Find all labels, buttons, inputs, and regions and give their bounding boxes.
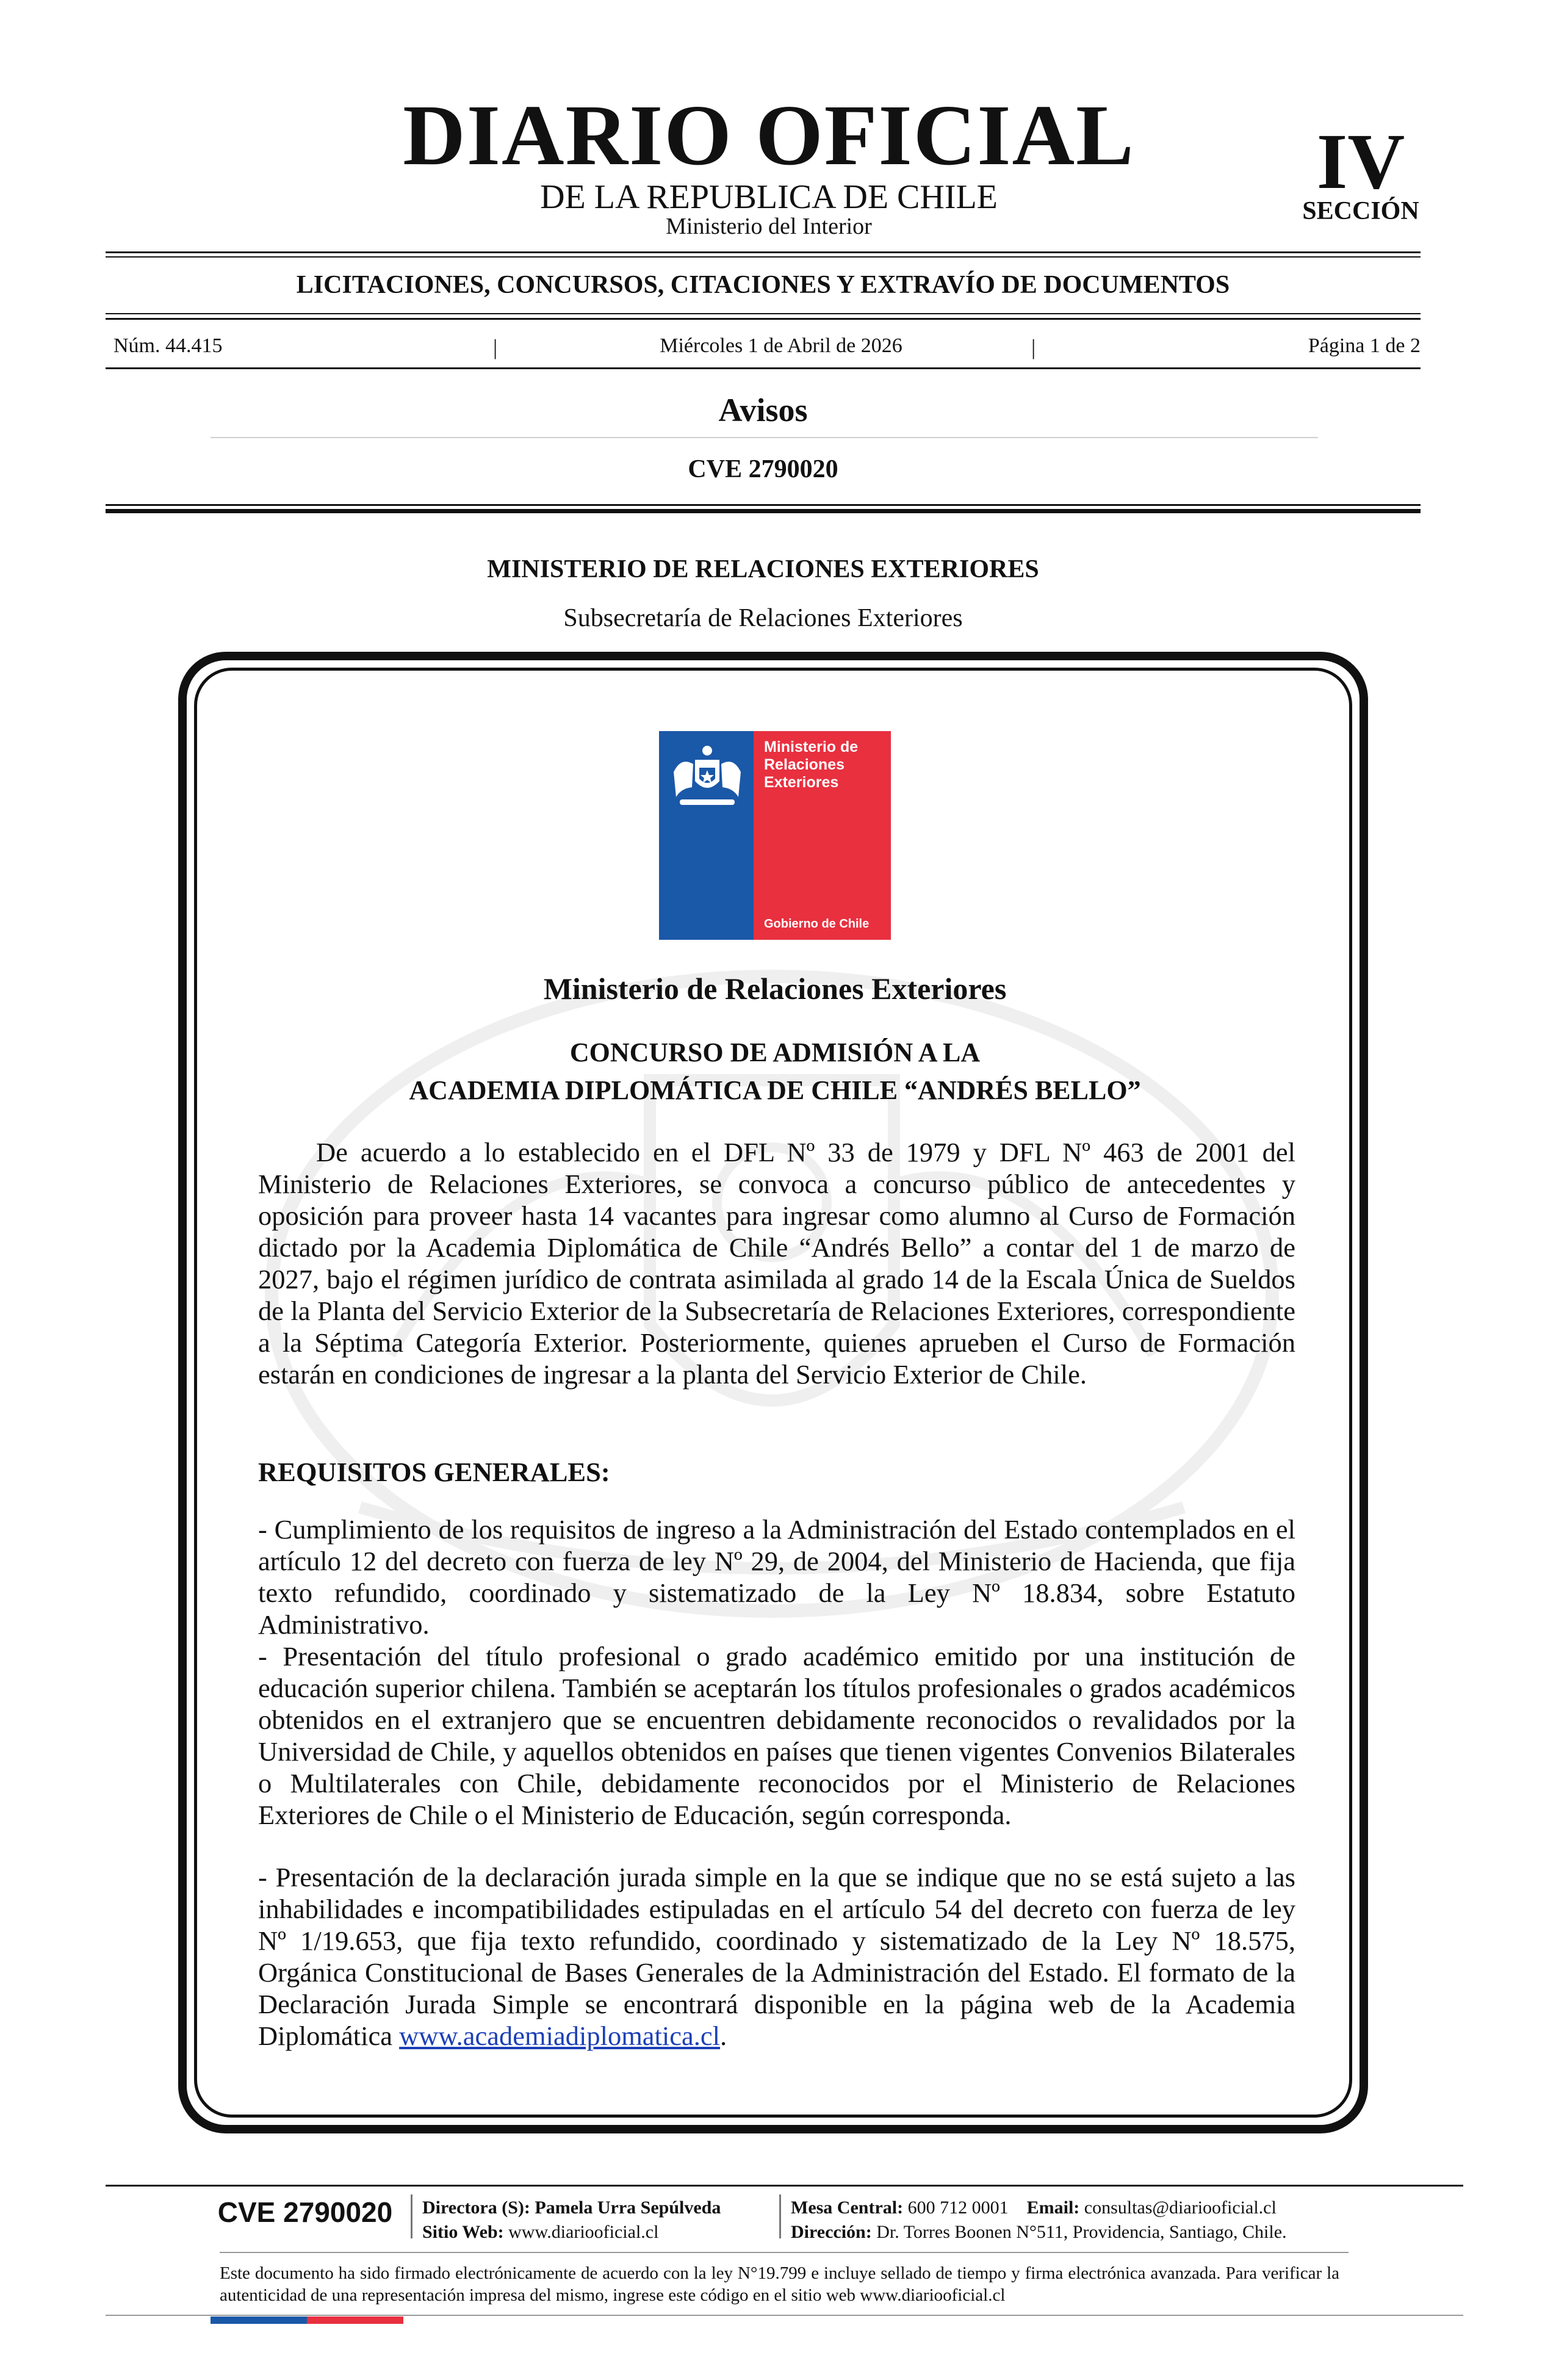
cve-rule-thick	[106, 509, 1421, 513]
issue-date: Miércoles 1 de Abril de 2026	[660, 334, 902, 357]
footer-web-label: Sitio Web:	[422, 2222, 504, 2242]
footer-phone-label: Mesa Central:	[791, 2198, 904, 2218]
footer-director-label: Directora (S):	[422, 2198, 530, 2218]
notice-body: De acuerdo a lo establecido en el DFL Nº 33 de 1979 y DFL Nº 463 de 2001 del Ministerio de Relaciones Exteriores, se convoca a concurso público de antecedentes y oposición para proveer hasta 14 vacantes para ingresar como alumno al Curso de Formación dictado por la Academia Diplomática de Chile “Andrés Bello” a contar del 1 de marzo de 2027, bajo el régimen jurídico de contrata asimilada al grado 14 de la Escala Única de Sueldos de la Planta del Servicio Exterior de la Subsecretaría de Relaciones Exteriores, correspondiente a la Séptima Categoría Exterior. Posteriormente, quienes aprueben el Curso de Formación estarán en condiciones de ingresar a la planta del Servicio Exterior de Chile.	[258, 1137, 1295, 1390]
ministry-header: MINISTERIO DE RELACIONES EXTERIORES	[487, 555, 1039, 583]
subsecretaria: Subsecretaría de Relaciones Exteriores	[563, 604, 963, 632]
page-indicator: Página 1 de 2	[1308, 334, 1421, 357]
footer-contact	[791, 2199, 1277, 2217]
issue-separator: |	[1031, 335, 1036, 359]
footer-phone: 600 712 0001	[907, 2198, 1009, 2218]
issue-separator: |	[493, 335, 498, 359]
avisos-divider	[211, 437, 1318, 438]
issue-number: Núm. 44.415	[113, 334, 223, 357]
cve-code: CVE 2790020	[688, 455, 838, 483]
category-rule-thick	[106, 318, 1421, 320]
footer-director	[422, 2199, 721, 2217]
footer-email-label: Email:	[1026, 2198, 1080, 2218]
footer-rule-bottom	[106, 2315, 1463, 2316]
footer-divider	[411, 2194, 412, 2238]
masthead-rule	[106, 251, 1421, 253]
footer-address-value: Dr. Torres Boonen N°511, Providencia, Santiago, Chile.	[876, 2222, 1287, 2242]
footer-legal-notice: Este documento ha sido firmado electrónicamente de acuerdo con la ley N°19.799 e incluye sellado de tiempo y firma electrónica avanzada. Para verificar la autenticidad de una representación impresa del mismo, ingrese este código en el sitio web www.diariooficial.cl	[220, 2263, 1339, 2305]
logo-text-line3: Exteriores	[764, 774, 839, 791]
footer-email[interactable]: consultas@diariooficial.cl	[1084, 2198, 1277, 2218]
section-label: SECCIÓN	[1302, 197, 1419, 225]
academia-website-link[interactable]: www.academiadiplomatica.cl	[399, 2021, 721, 2051]
footer-address	[791, 2223, 1287, 2241]
masthead-ministry: Ministerio del Interior	[666, 214, 872, 239]
cve-rule	[106, 504, 1421, 506]
coat-of-arms-icon	[668, 738, 747, 812]
footer-web-link[interactable]: www.diariooficial.cl	[508, 2222, 659, 2242]
section-title: Avisos	[718, 392, 808, 428]
footer-divider	[779, 2194, 781, 2238]
notice-title-line2: ACADEMIA DIPLOMÁTICA DE CHILE “ANDRÉS BELLO”	[409, 1075, 1141, 1105]
requirement-end: .	[720, 2021, 727, 2051]
footer-flag-blue	[211, 2317, 307, 2324]
logo-footer-text: Gobierno de Chile	[764, 917, 870, 931]
footer-flag-red	[307, 2317, 403, 2324]
info-rule	[106, 367, 1421, 369]
notice-ministry-title: Ministerio de Relaciones Exteriores	[543, 972, 1007, 1006]
footer-address-label: Dirección:	[791, 2222, 872, 2242]
logo-text-line2: Relaciones	[764, 756, 845, 773]
requirement-text: - Presentación de la declaración jurada simple en la que se indique que no se está sujeto a las inhabilidades e incompatibilidades estipuladas en el artículo 54 del decreto con fuerza de ley Nº 1/19.653, que fija texto refundido, coordinado y sistematizado de la Ley Nº 18.575, Orgánica Constitucional de Bases Generales de la Administración del Estado. El formato de la Declaración Jurada Simple se encontrará disponible en la página web de la Academia Diplomática	[258, 1862, 1295, 2051]
footer-cve-code: CVE 2790020	[217, 2196, 393, 2228]
requirement-item	[258, 1861, 1295, 2052]
category-rule	[106, 313, 1421, 314]
requirements-heading: REQUISITOS GENERALES:	[258, 1457, 610, 1487]
masthead-subtitle: DE LA REPUBLICA DE CHILE	[540, 178, 998, 216]
requirement-item: - Presentación del título profesional o grado académico emitido por una institución de educación superior chilena. También se aceptarán los títulos profesionales o grados académicos obtenidos en el extranjero que se encuentren debidamente reconocidos o revalidados por la Universidad de Chile, y aquellos obtenidos en países que tienen vigentes Convenios Bilaterales o Multilaterales con Chile, debidamente reconocidos por el Ministerio de Relaciones Exteriores de Chile o el Ministerio de Educación, según corresponda.	[258, 1641, 1295, 1830]
requirement-item: - Cumplimiento de los requisitos de ingreso a la Administración del Estado contemplados en el artículo 12 del decreto con fuerza de ley Nº 29, de 2004, del Ministerio de Hacienda, que fija texto refundido, coordinado y sistematizado de la Ley Nº 18.834, sobre Estatuto Administrativo.	[258, 1514, 1295, 1640]
logo-text-line1: Ministerio de	[764, 738, 859, 755]
ministry-logo	[659, 731, 891, 940]
footer-rule	[106, 2185, 1463, 2187]
masthead-rule-thin	[106, 256, 1421, 258]
footer-director-name: Pamela Urra Sepúlveda	[535, 2198, 721, 2218]
section-number: IV	[1316, 118, 1405, 206]
footer-website	[422, 2223, 658, 2241]
notice-title-line1: CONCURSO DE ADMISIÓN A LA	[569, 1037, 981, 1067]
footer-rule-inner	[220, 2252, 1349, 2253]
masthead-title: DIARIO OFICIAL	[403, 87, 1135, 183]
category-heading: LICITACIONES, CONCURSOS, CITACIONES Y EXTRAVÍO DE DOCUMENTOS	[296, 271, 1230, 299]
